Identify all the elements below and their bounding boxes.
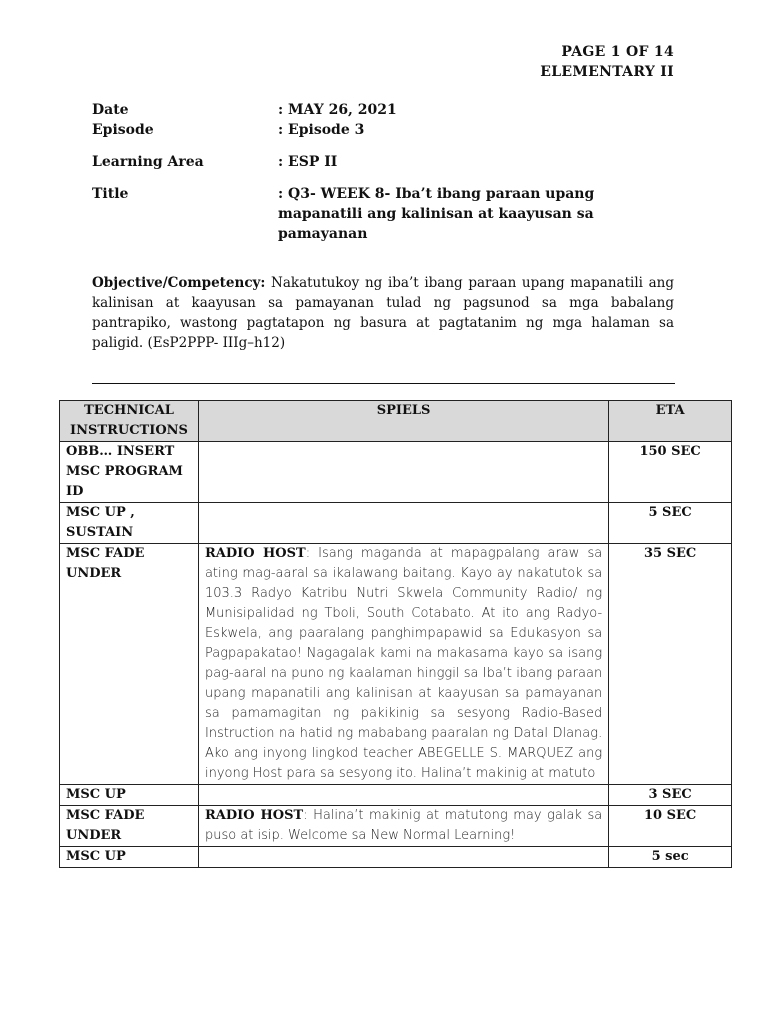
spiel-cell [198, 544, 608, 785]
meta-value: : MAY 26, 2021 [278, 102, 397, 118]
instruction-cell: MSC UP [60, 785, 199, 806]
table-row [60, 806, 732, 847]
instruction-cell: MSC UP , SUSTAIN [60, 503, 199, 544]
instruction-cell: MSC UP [60, 847, 199, 868]
objective-label: Objective/Competency: [92, 275, 266, 291]
table-row [60, 544, 732, 785]
eta-cell: 5 SEC [609, 503, 732, 544]
spiel-cell [198, 442, 608, 503]
instruction-cell: MSC FADE UNDER [60, 806, 199, 847]
eta-cell: 5 sec [609, 847, 732, 868]
spiel-cell [198, 806, 608, 847]
meta-value: : Episode 3 [278, 122, 365, 138]
meta-row-date [92, 100, 682, 120]
table-row [60, 442, 732, 503]
speaker-label: RADIO HOST [204, 546, 306, 561]
script-table [59, 400, 732, 868]
spiel-cell [198, 785, 608, 806]
eta-cell: 10 SEC [609, 806, 732, 847]
eta-cell: 150 SEC [609, 442, 732, 503]
eta-cell: 3 SEC [609, 785, 732, 806]
meta-label: Date [92, 102, 129, 118]
meta-label: Learning Area [92, 154, 204, 170]
meta-row-episode [92, 120, 682, 140]
table-row [60, 785, 732, 806]
spiel-cell [198, 503, 608, 544]
instruction-cell: MSC FADE UNDER [60, 544, 199, 785]
meta-label: Episode [92, 122, 154, 138]
instruction-cell: OBB… INSERT MSC PROGRAM ID [60, 442, 199, 503]
document-metadata [92, 100, 682, 244]
grade-level: ELEMENTARY II [540, 64, 674, 80]
meta-value: : Q3- WEEK 8- Iba’t ibang paraan upang mapanatili ang kalinisan at kaayusan sa pamayanan [278, 186, 595, 242]
divider [92, 383, 675, 384]
eta-cell: 35 SEC [609, 544, 732, 785]
meta-row-title [92, 184, 682, 244]
objective-paragraph [92, 273, 674, 353]
speaker-label: RADIO HOST [204, 808, 304, 823]
spiel-cell [198, 847, 608, 868]
meta-value: : ESP II [278, 154, 338, 170]
table-header-row [60, 401, 732, 442]
spiel-text: : Halina’t makinig at matutong may galak sa puso at isip. Welcome sa New Normal Learning! [204, 808, 603, 843]
objective-text: Nakatutukoy ng iba’t ibang paraan upang mapanatili ang kalinisan at kaayusan sa pamayanan tulad ng pagsunod sa mga babalang pantrapiko, wastong pagtatapon ng basura at pagtatanim ng mga halaman sa paligid. (EsP2PPP- IIIg–h12) [92, 275, 674, 351]
column-header-eta: ETA [609, 401, 732, 442]
page-number: PAGE 1 OF 14 [561, 44, 674, 60]
meta-label: Title [92, 186, 129, 202]
column-header-spiels: SPIELS [198, 401, 608, 442]
table-row [60, 847, 732, 868]
spiel-text: : Isang maganda at mapagpalang araw sa ating mag-aaral sa ikalawang baitang. Kayo ay nakatutok sa 103.3 Radyo Katribu Nutri Skwela Community Radio/ ng Munisipalidad ng Tboli, South Cotabato. At ito ang Radyo- Eskwela, ang paaralang panghimpapawid sa Edukasyon sa Pagpapakatao! Nagagalak kami na makasama kayo sa isang pag-aaral na puno ng kaalaman hinggil sa Iba’t ibang paraan upang mapanatili ang kalinisan at kaayusan sa pamayanan sa pamamagitan ng pakikinig sa sesyong Radio-Based Instruction na hatid ng mababang paaralan ng Datal Dlanag. Ako ang inyong lingkod teacher ABEGELLE S. MARQUEZ ang inyong Host para sa sesyong ito. Halina’t makinig at matuto [204, 546, 603, 781]
column-header-instructions: TECHNICAL INSTRUCTIONS [60, 401, 199, 442]
table-row [60, 503, 732, 544]
page-header [540, 42, 674, 82]
meta-row-learning-area [92, 152, 682, 172]
